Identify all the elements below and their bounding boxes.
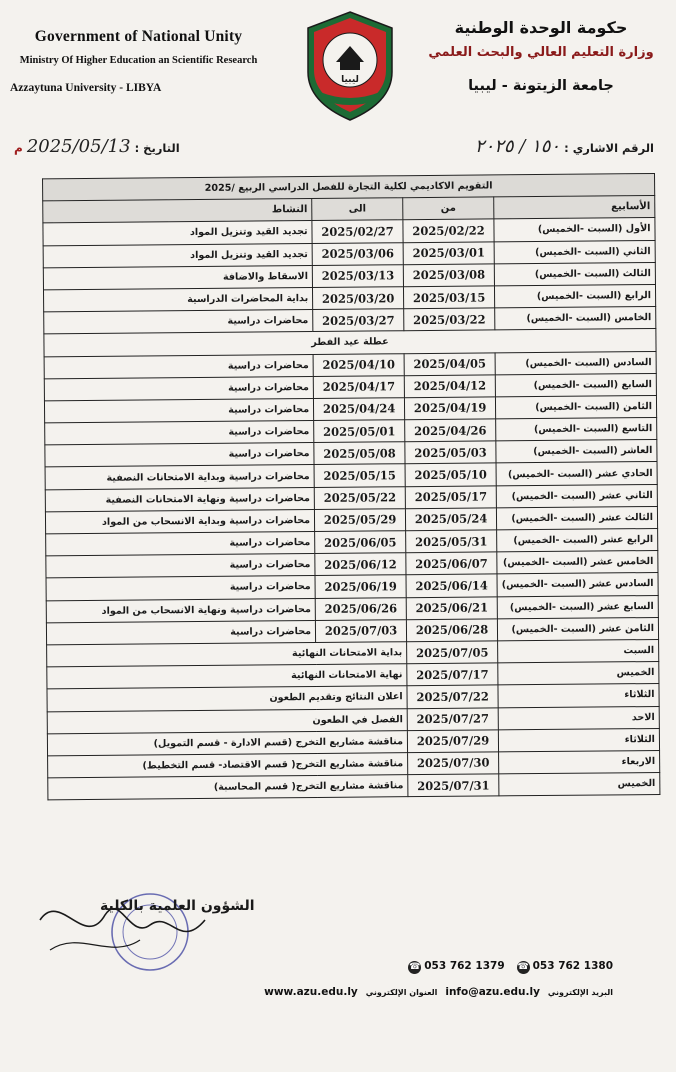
day-cell: الخميس xyxy=(498,662,659,686)
date-cell: 2025/07/22 xyxy=(407,685,498,708)
to-date-cell: 2025/05/01 xyxy=(314,420,405,443)
footer-phones xyxy=(408,960,613,974)
date-suffix: م xyxy=(14,141,23,155)
ministry-name-ar: وزارة التعليم العالي والبحث العلمي xyxy=(428,45,654,60)
website-link[interactable]: www.azu.edu.ly xyxy=(264,986,358,998)
from-date-cell: 2025/06/21 xyxy=(406,596,497,619)
activity-cell: محاضرات دراسية xyxy=(46,576,315,601)
to-date-cell: 2025/05/29 xyxy=(314,509,405,532)
government-name-en: Government of National Unity xyxy=(34,28,243,45)
eid-break-label: عطلة عيد الفطر xyxy=(44,329,656,357)
from-date-cell: 2025/06/14 xyxy=(406,574,497,597)
to-date-cell: 2025/03/06 xyxy=(312,242,403,265)
week-cell: التاسع (السبت -الخميس) xyxy=(496,418,657,442)
from-date-cell: 2025/04/26 xyxy=(405,419,496,442)
activity-cell: بداية الامتحانات النهائية xyxy=(47,642,407,667)
reference-value: ١٥٠ / ٢٠٢٥ xyxy=(474,136,561,157)
from-date-cell: 2025/05/10 xyxy=(405,463,496,486)
day-cell: الاربعاء xyxy=(499,750,660,774)
week-cell: العاشر (السبت -الخميس) xyxy=(496,440,657,464)
from-date-cell: 2025/05/24 xyxy=(405,508,496,531)
to-date-cell: 2025/07/03 xyxy=(315,619,406,642)
week-cell: الرابع عشر (السبت -الخميس) xyxy=(497,528,658,552)
activity-cell: محاضرات دراسية xyxy=(44,398,313,423)
week-cell: الحادي عشر (السبت -الخميس) xyxy=(496,462,657,486)
to-date-cell: 2025/06/12 xyxy=(315,553,406,576)
to-date-cell: 2025/05/15 xyxy=(314,464,405,487)
activity-cell: بداية المحاضرات الدراسية xyxy=(43,287,312,312)
header-from: من xyxy=(403,197,494,220)
week-cell: الخامس عشر (السبت -الخميس) xyxy=(497,551,658,575)
to-date-cell: 2025/03/27 xyxy=(313,309,404,332)
activity-cell: تجديد القيد وتنزيل المواد xyxy=(43,243,312,268)
signature-and-stamp xyxy=(30,880,280,975)
government-name-ar: حكومة الوحدة الوطنية xyxy=(454,18,628,37)
from-date-cell: 2025/04/19 xyxy=(405,397,496,420)
footer-links xyxy=(264,986,613,998)
to-date-cell: 2025/03/13 xyxy=(312,264,403,287)
date-label: التاريخ : xyxy=(134,141,180,155)
date-cell: 2025/07/05 xyxy=(407,641,498,664)
week-cell: السادس عشر (السبت -الخميس) xyxy=(497,573,658,597)
header-activity: النشاط xyxy=(43,199,312,224)
week-cell: الثاني عشر (السبت -الخميس) xyxy=(496,484,657,508)
arabic-letterhead xyxy=(426,18,656,94)
activity-cell: محاضرات دراسية xyxy=(45,443,314,468)
university-name-en: Azzaytuna University - LIBYA xyxy=(10,82,162,94)
date-cell: 2025/07/30 xyxy=(408,752,499,775)
to-date-cell: 2025/06/05 xyxy=(315,531,406,554)
activity-cell: مناقشة مشاريع التخرج( قسم الاقتصاد- قسم التخطيط) xyxy=(48,753,408,778)
academic-calendar-table xyxy=(42,173,660,801)
email-label: البريد الإلكتروني xyxy=(547,987,613,997)
activity-cell: محاضرات دراسية xyxy=(46,554,315,579)
activity-cell: محاضرات دراسية xyxy=(45,421,314,446)
activity-cell: نهاية الامتحانات النهائية xyxy=(47,664,407,689)
week-cell: السابع (السبت -الخميس) xyxy=(495,373,656,397)
day-cell: الثلاثاء xyxy=(498,728,659,752)
from-date-cell: 2025/02/22 xyxy=(403,219,494,242)
university-seal-icon xyxy=(300,10,400,122)
activity-cell: تجديد القيد وتنزيل المواد xyxy=(43,221,312,246)
email-link[interactable]: info@azu.edu.ly xyxy=(445,986,540,998)
activity-cell: مناقشة مشاريع التخرج (قسم الادارة - قسم التمويل) xyxy=(47,730,407,755)
week-cell: الثاني (السبت -الخميس) xyxy=(494,240,655,264)
phone-2: ☎ 053 762 1380 xyxy=(517,960,613,972)
to-date-cell: 2025/02/27 xyxy=(312,220,403,243)
week-cell: السادس (السبت -الخميس) xyxy=(495,351,656,375)
date-cell: 2025/07/27 xyxy=(407,707,498,730)
from-date-cell: 2025/05/31 xyxy=(406,530,497,553)
activity-cell: اعلان النتائج وتقديم الطعون xyxy=(47,686,407,711)
week-cell: الثالث (السبت -الخميس) xyxy=(494,262,655,286)
activity-cell: محاضرات دراسية xyxy=(46,620,315,645)
week-cell: الثامن (السبت -الخميس) xyxy=(496,395,657,419)
activity-cell: محاضرات دراسية xyxy=(46,531,315,556)
to-date-cell: 2025/05/22 xyxy=(314,486,405,509)
date-value: 2025/05/13 xyxy=(26,136,131,157)
day-cell: الاحد xyxy=(498,706,659,730)
from-date-cell: 2025/03/01 xyxy=(403,241,494,264)
activity-cell: الفصل في الطعون xyxy=(47,708,407,733)
to-date-cell: 2025/05/08 xyxy=(314,442,405,465)
to-date-cell: 2025/04/24 xyxy=(314,398,405,421)
ministry-name-en: Ministry Of Higher Education an Scientific Research xyxy=(19,55,258,66)
from-date-cell: 2025/04/05 xyxy=(404,352,495,375)
from-date-cell: 2025/03/22 xyxy=(404,308,495,331)
date-cell: 2025/07/31 xyxy=(408,774,499,797)
document-date xyxy=(14,136,180,157)
date-cell: 2025/07/17 xyxy=(407,663,498,686)
reference-number xyxy=(475,136,654,157)
activity-cell: محاضرات دراسية وبداية الامتحانات النصفية xyxy=(45,465,314,490)
date-cell: 2025/07/29 xyxy=(407,730,498,753)
week-cell: السابع عشر (السبت -الخميس) xyxy=(497,595,658,619)
week-cell: الخامس (السبت -الخميس) xyxy=(495,307,656,331)
university-name-ar: جامعة الزيتونة - ليبيا xyxy=(468,78,614,94)
from-date-cell: 2025/03/08 xyxy=(403,264,494,287)
day-cell: الثلاثاء xyxy=(498,684,659,708)
activity-cell: الاسقاط والاضافة xyxy=(43,265,312,290)
activity-cell: محاضرات دراسية ونهاية الامتحانات النصفية xyxy=(45,487,314,512)
week-cell: الأول (السبت -الخميس) xyxy=(494,218,655,242)
to-date-cell: 2025/06/19 xyxy=(315,575,406,598)
logo-text: ليبيا xyxy=(341,75,359,85)
activity-cell: محاضرات دراسية وبداية الانسحاب من المواد xyxy=(45,509,314,534)
from-date-cell: 2025/06/28 xyxy=(406,619,497,642)
phone-icon: ☎ xyxy=(517,962,529,972)
table-title: التقويم الاكاديمي لكلية التجارة للفصل الدراسي الربيع /2025 xyxy=(43,174,655,202)
phone-icon: ☎ xyxy=(409,962,421,972)
phone-1: ☎ 053 762 1379 xyxy=(409,960,505,972)
header-to: الى xyxy=(312,198,403,221)
activity-cell: محاضرات دراسية xyxy=(44,354,313,379)
from-date-cell: 2025/06/07 xyxy=(406,552,497,575)
to-date-cell: 2025/03/20 xyxy=(313,287,404,310)
header-week: الأسابيع xyxy=(494,196,655,220)
from-date-cell: 2025/04/12 xyxy=(404,375,495,398)
reference-label: الرقم الاشاري : xyxy=(564,141,654,155)
day-cell: السبت xyxy=(498,639,659,663)
from-date-cell: 2025/05/17 xyxy=(405,486,496,509)
from-date-cell: 2025/03/15 xyxy=(404,286,495,309)
from-date-cell: 2025/05/03 xyxy=(405,441,496,464)
day-cell: الخميس xyxy=(499,773,660,797)
week-cell: الرابع (السبت -الخميس) xyxy=(495,284,656,308)
to-date-cell: 2025/04/17 xyxy=(313,375,404,398)
website-label: العنوان الإلكتروني xyxy=(365,987,438,997)
table-row xyxy=(48,773,660,801)
english-letterhead xyxy=(6,28,271,94)
to-date-cell: 2025/04/10 xyxy=(313,353,404,376)
activity-cell: مناقشة مشاريع التخرج( قسم المحاسبة) xyxy=(48,775,408,800)
activity-cell: محاضرات دراسية ونهاية الانسحاب من المواد xyxy=(46,598,315,623)
activity-cell: محاضرات دراسية xyxy=(44,310,313,335)
activity-cell: محاضرات دراسية xyxy=(44,376,313,401)
to-date-cell: 2025/06/26 xyxy=(315,597,406,620)
week-cell: الثامن عشر (السبت -الخميس) xyxy=(497,617,658,641)
week-cell: الثالث عشر (السبت -الخميس) xyxy=(496,506,657,530)
signature-label: الشؤون العلمية بالكلية xyxy=(100,898,255,914)
